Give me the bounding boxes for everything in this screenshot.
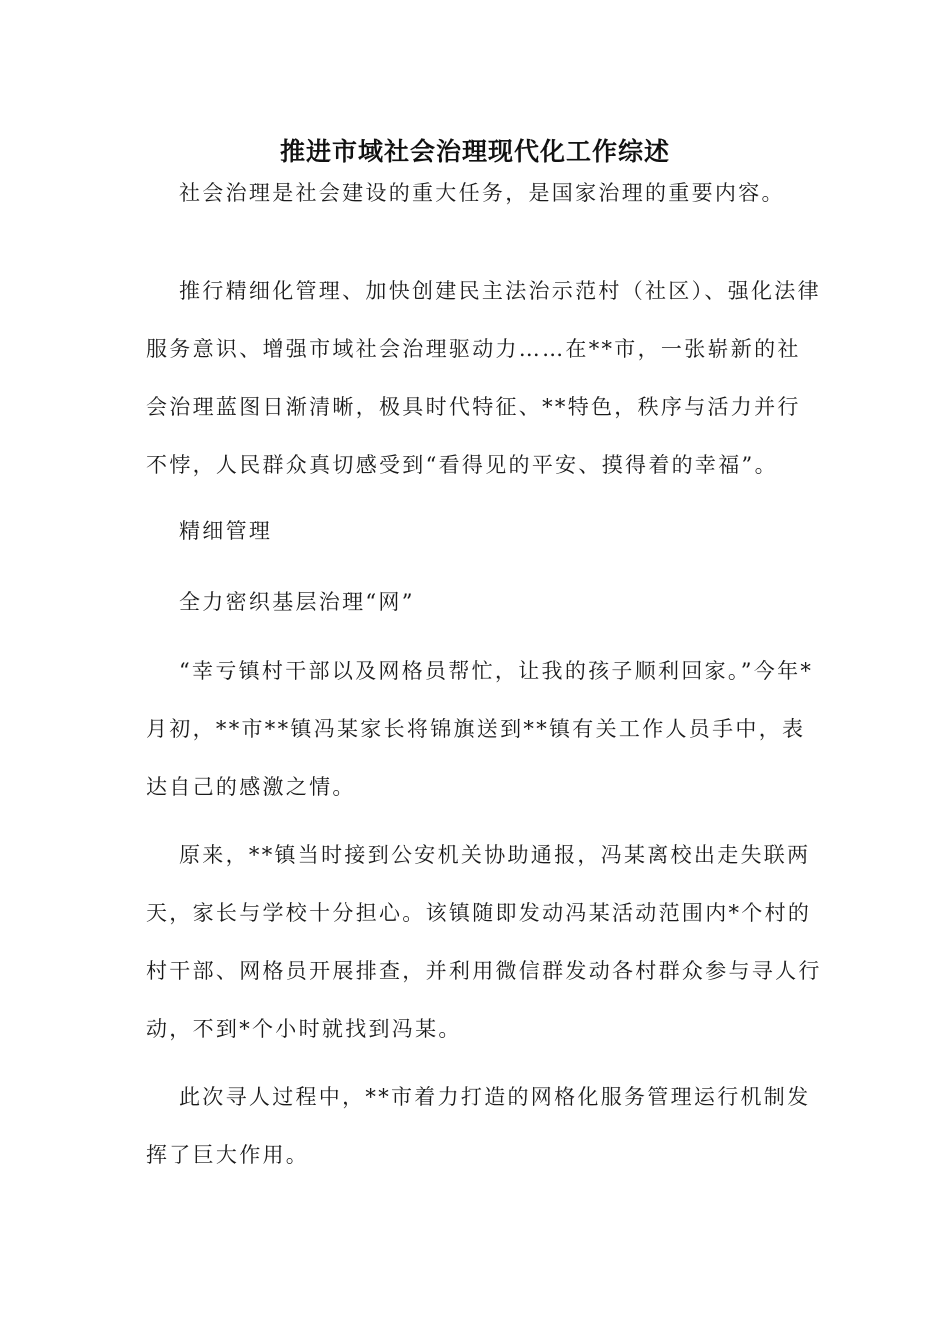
section-subheading: 全力密织基层治理“网” <box>179 590 415 614</box>
paragraph-overview: 推行精细化管理、加快创建民主法治示范村（社区）、强化法律服务意识、增强市域社会治理驱动力……在**市，一张崭新的社会治理蓝图日渐清晰，极具时代特征、**特色，秩序与活力并行不悖，人民群众真切感受到“看得见的平安、摸得着的幸福”。 <box>146 279 821 477</box>
paragraph-conclusion: 此次寻人过程中，**市着力打造的网格化服务管理运行机制发挥了巨大作用。 <box>146 1085 811 1167</box>
paragraph-background: 原来，**镇当时接到公安机关协助通报，冯某离校出走失联两天，家长与学校十分担心。该镇随即发动冯某活动范围内*个村的村干部、网格员开展排查，并利用微信群发动各村群众参与寻人行动，不到*个小时就找到冯某。 <box>146 843 822 1041</box>
paragraph-intro: 社会治理是社会建设的重大任务，是国家治理的重要内容。 <box>179 181 785 205</box>
document-title: 推进市域社会治理现代化工作综述 <box>279 137 670 166</box>
section-heading: 精细管理 <box>179 519 273 543</box>
paragraph-quote: “幸亏镇村干部以及网格员帮忙，让我的孩子顺利回家。”今年*月初，**市**镇冯某家长将锦旗送到**镇有关工作人员手中，表达自己的感激之情。 <box>146 659 814 799</box>
